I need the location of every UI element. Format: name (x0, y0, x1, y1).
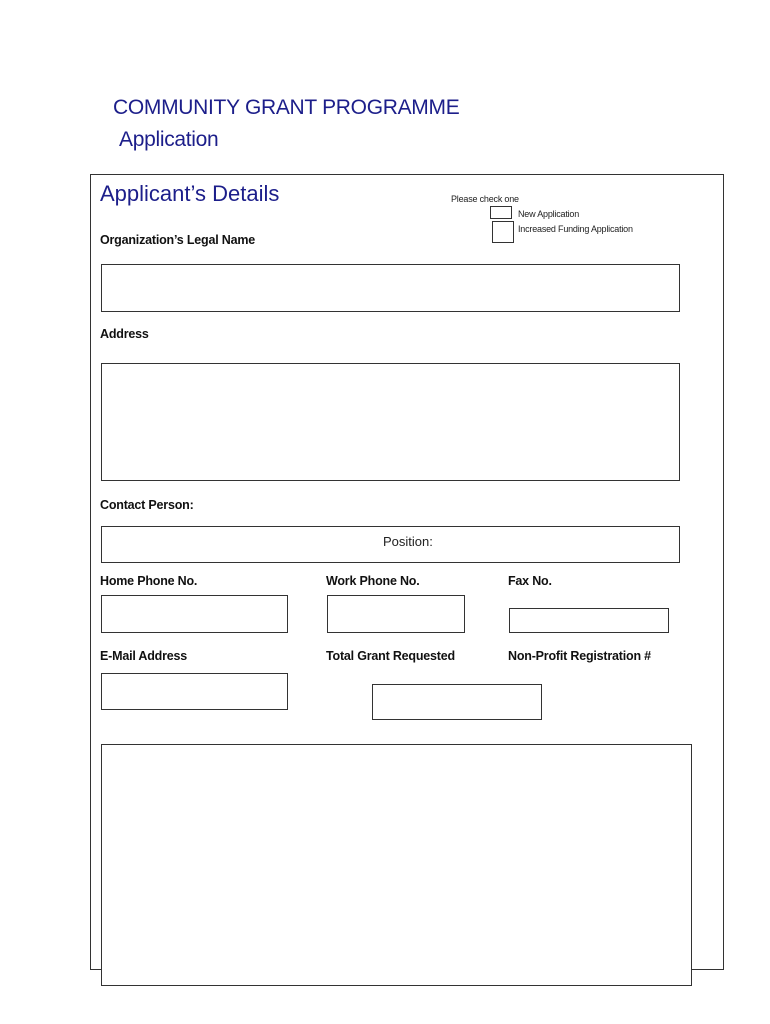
total-grant-field[interactable] (372, 684, 542, 720)
fax-field[interactable] (509, 608, 669, 633)
home-phone-label: Home Phone No. (100, 574, 198, 588)
work-phone-field[interactable] (327, 595, 465, 633)
work-phone-label: Work Phone No. (326, 574, 420, 588)
legal-name-label: Organization’s Legal Name (100, 233, 255, 247)
new-application-checkbox[interactable] (490, 206, 512, 219)
form-subtitle: Application (119, 128, 219, 151)
description-box[interactable] (101, 744, 692, 986)
check-one-prompt: Please check one (451, 194, 519, 204)
address-field[interactable] (101, 363, 680, 481)
contact-person-label: Contact Person: (100, 498, 194, 512)
fax-label: Fax No. (508, 574, 552, 588)
form-title: COMMUNITY GRANT PROGRAMME (113, 96, 460, 119)
section-title: Applicant’s Details (100, 181, 280, 206)
email-label: E-Mail Address (100, 649, 188, 663)
contact-person-field[interactable] (101, 526, 680, 563)
total-grant-label: Total Grant Requested (326, 649, 455, 663)
home-phone-field[interactable] (101, 595, 288, 633)
increased-funding-checkbox[interactable] (492, 221, 514, 243)
email-field[interactable] (101, 673, 288, 710)
legal-name-field[interactable] (101, 264, 680, 312)
position-label: Position: (383, 534, 433, 549)
increased-funding-label: Increased Funding Application (518, 224, 633, 234)
new-application-label: New Application (518, 209, 580, 219)
nonprofit-label: Non-Profit Registration # (508, 649, 651, 663)
address-label: Address (100, 327, 149, 341)
